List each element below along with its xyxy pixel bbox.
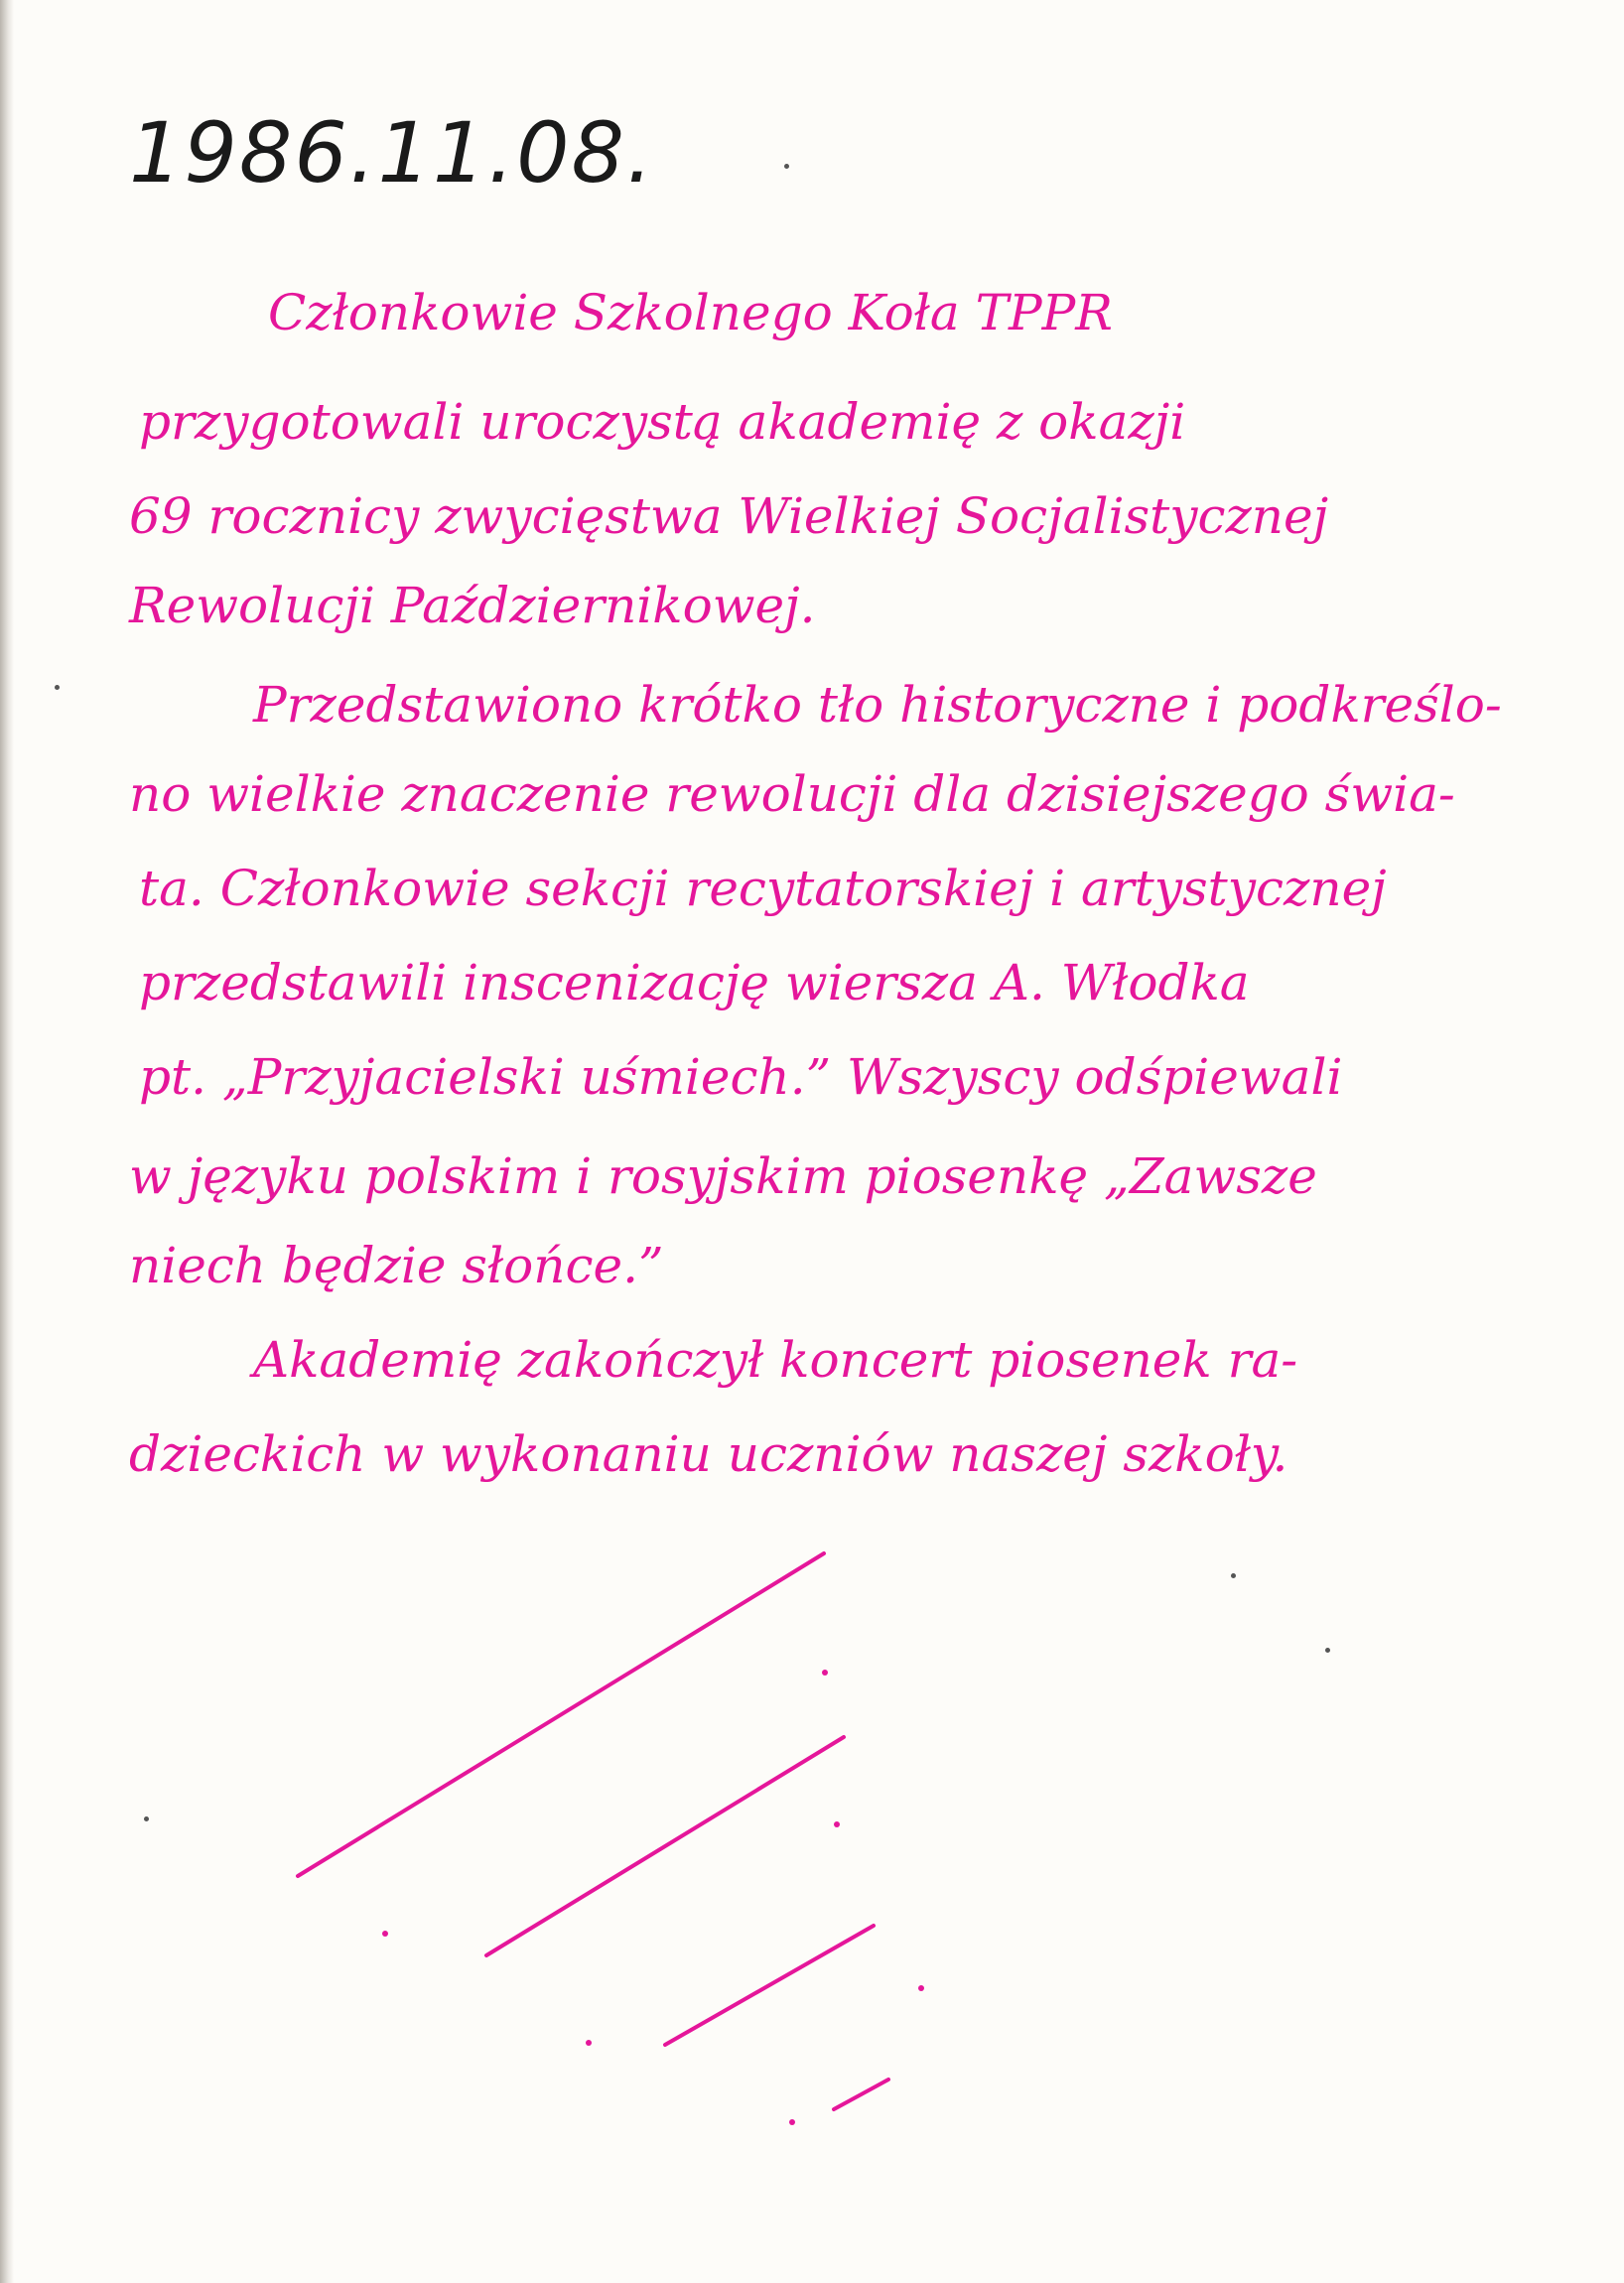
text-line-12: Akademię zakończył koncert piosenek ra- bbox=[253, 1331, 1298, 1389]
ink-dot bbox=[382, 1931, 388, 1937]
text-line-11: niech będzie słońce.” bbox=[129, 1237, 664, 1294]
text-line-5: Przedstawiono krótko tło historyczne i podkreślo- bbox=[253, 676, 1502, 734]
closing-stroke-3 bbox=[665, 1926, 874, 2045]
closing-stroke-1 bbox=[298, 1553, 824, 1876]
text-line-9: pt. „Przyjacielski uśmiech.” Wszyscy odśpiewali bbox=[139, 1048, 1343, 1106]
text-line-6: no wielkie znaczenie rewolucji dla dzisiejszego świa- bbox=[129, 765, 1455, 823]
closing-stroke-2 bbox=[486, 1737, 844, 1955]
ink-dot bbox=[789, 2119, 795, 2125]
paper-speck bbox=[55, 685, 60, 690]
text-line-4: Rewolucji Październikowej. bbox=[129, 577, 816, 634]
ink-dot bbox=[822, 1670, 828, 1676]
paper-speck bbox=[1325, 1648, 1330, 1653]
paper-speck bbox=[784, 164, 789, 169]
text-line-1: Członkowie Szkolnego Koła TPPR bbox=[268, 284, 1113, 341]
text-line-8: przedstawili inscenizację wiersza A. Włodka bbox=[139, 954, 1250, 1011]
paper-speck bbox=[1231, 1573, 1236, 1578]
ink-dot bbox=[918, 1985, 924, 1991]
text-line-7: ta. Członkowie sekcji recytatorskiej i artystycznej bbox=[139, 860, 1387, 917]
ink-dot bbox=[586, 2040, 592, 2046]
text-line-13: dzieckich w wykonaniu uczniów naszej szkoły. bbox=[129, 1425, 1288, 1483]
entry-date: 1986.11.08. bbox=[129, 104, 655, 201]
text-line-2: przygotowali uroczystą akademię z okazji bbox=[139, 393, 1186, 451]
closing-stroke-4 bbox=[834, 2080, 888, 2109]
text-line-3: 69 rocznicy zwycięstwa Wielkiej Socjalistycznej bbox=[129, 487, 1329, 545]
ink-dot bbox=[834, 1821, 840, 1827]
text-line-10: w języku polskim i rosyjskim piosenkę „Zawsze bbox=[129, 1147, 1317, 1205]
paper-speck bbox=[144, 1816, 149, 1821]
